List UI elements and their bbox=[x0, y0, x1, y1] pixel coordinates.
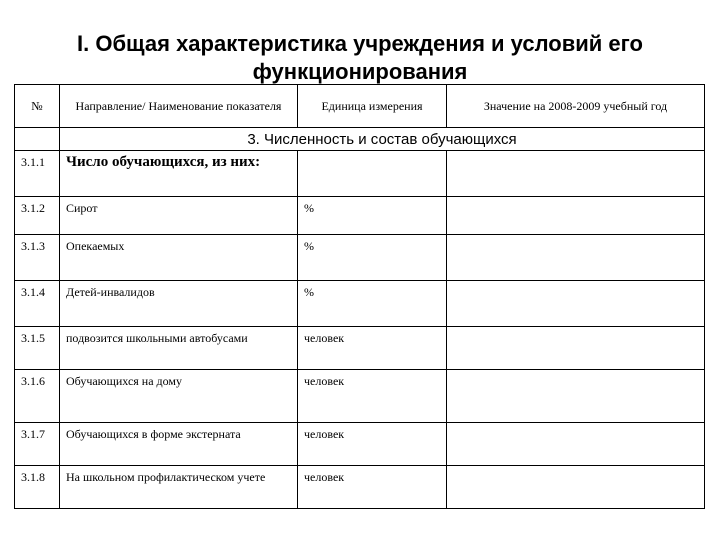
cell-value bbox=[447, 327, 705, 370]
cell-value bbox=[447, 281, 705, 327]
section-title: 3. Численность и состав обучающихся bbox=[60, 128, 705, 151]
cell-value bbox=[447, 370, 705, 423]
cell-num: 3.1.1 bbox=[15, 151, 60, 197]
table-row bbox=[15, 197, 705, 235]
table-row bbox=[15, 151, 705, 197]
cell-name: Опекаемых bbox=[60, 235, 298, 281]
cell-num: 3.1.2 bbox=[15, 197, 60, 235]
table-row bbox=[15, 281, 705, 327]
section-row bbox=[15, 128, 705, 151]
cell-num: 3.1.3 bbox=[15, 235, 60, 281]
cell-name: подвозится школьными автобусами bbox=[60, 327, 298, 370]
cell-value bbox=[447, 235, 705, 281]
title-line-2: функционирования bbox=[252, 59, 468, 84]
cell-unit: человек bbox=[298, 327, 447, 370]
cell-num: 3.1.5 bbox=[15, 327, 60, 370]
cell-value bbox=[447, 466, 705, 509]
cell-num: 3.1.6 bbox=[15, 370, 60, 423]
cell-value bbox=[447, 197, 705, 235]
header-value: Значение на 2008-2009 учебный год bbox=[447, 85, 705, 128]
header-unit: Единица измерения bbox=[298, 85, 447, 128]
indicators-table bbox=[14, 84, 705, 509]
cell-num: 3.1.8 bbox=[15, 466, 60, 509]
cell-name: Сирот bbox=[60, 197, 298, 235]
cell-num: 3.1.4 bbox=[15, 281, 60, 327]
title-line-1: I. Общая характеристика учреждения и условий его bbox=[77, 31, 643, 56]
header-num: № bbox=[15, 85, 60, 128]
cell-name: Число обучающихся, из них: bbox=[60, 151, 298, 197]
cell-unit: человек bbox=[298, 423, 447, 466]
header-name: Направление/ Наименование показателя bbox=[60, 85, 298, 128]
cell-value bbox=[447, 151, 705, 197]
table-row bbox=[15, 370, 705, 423]
cell-name: Обучающихся на дому bbox=[60, 370, 298, 423]
cell-unit: % bbox=[298, 281, 447, 327]
cell-name: Обучающихся в форме экстерната bbox=[60, 423, 298, 466]
cell-value bbox=[447, 423, 705, 466]
cell-name: Детей-инвалидов bbox=[60, 281, 298, 327]
table-header bbox=[15, 85, 705, 128]
cell-name: На школьном профилактическом учете bbox=[60, 466, 298, 509]
cell-unit: человек bbox=[298, 466, 447, 509]
table-row bbox=[15, 466, 705, 509]
cell-unit: человек bbox=[298, 370, 447, 423]
page-title bbox=[0, 30, 720, 86]
table-row bbox=[15, 327, 705, 370]
cell-unit: % bbox=[298, 235, 447, 281]
cell-unit bbox=[298, 151, 447, 197]
table-row bbox=[15, 423, 705, 466]
cell-num: 3.1.7 bbox=[15, 423, 60, 466]
cell-unit: % bbox=[298, 197, 447, 235]
table-row bbox=[15, 235, 705, 281]
